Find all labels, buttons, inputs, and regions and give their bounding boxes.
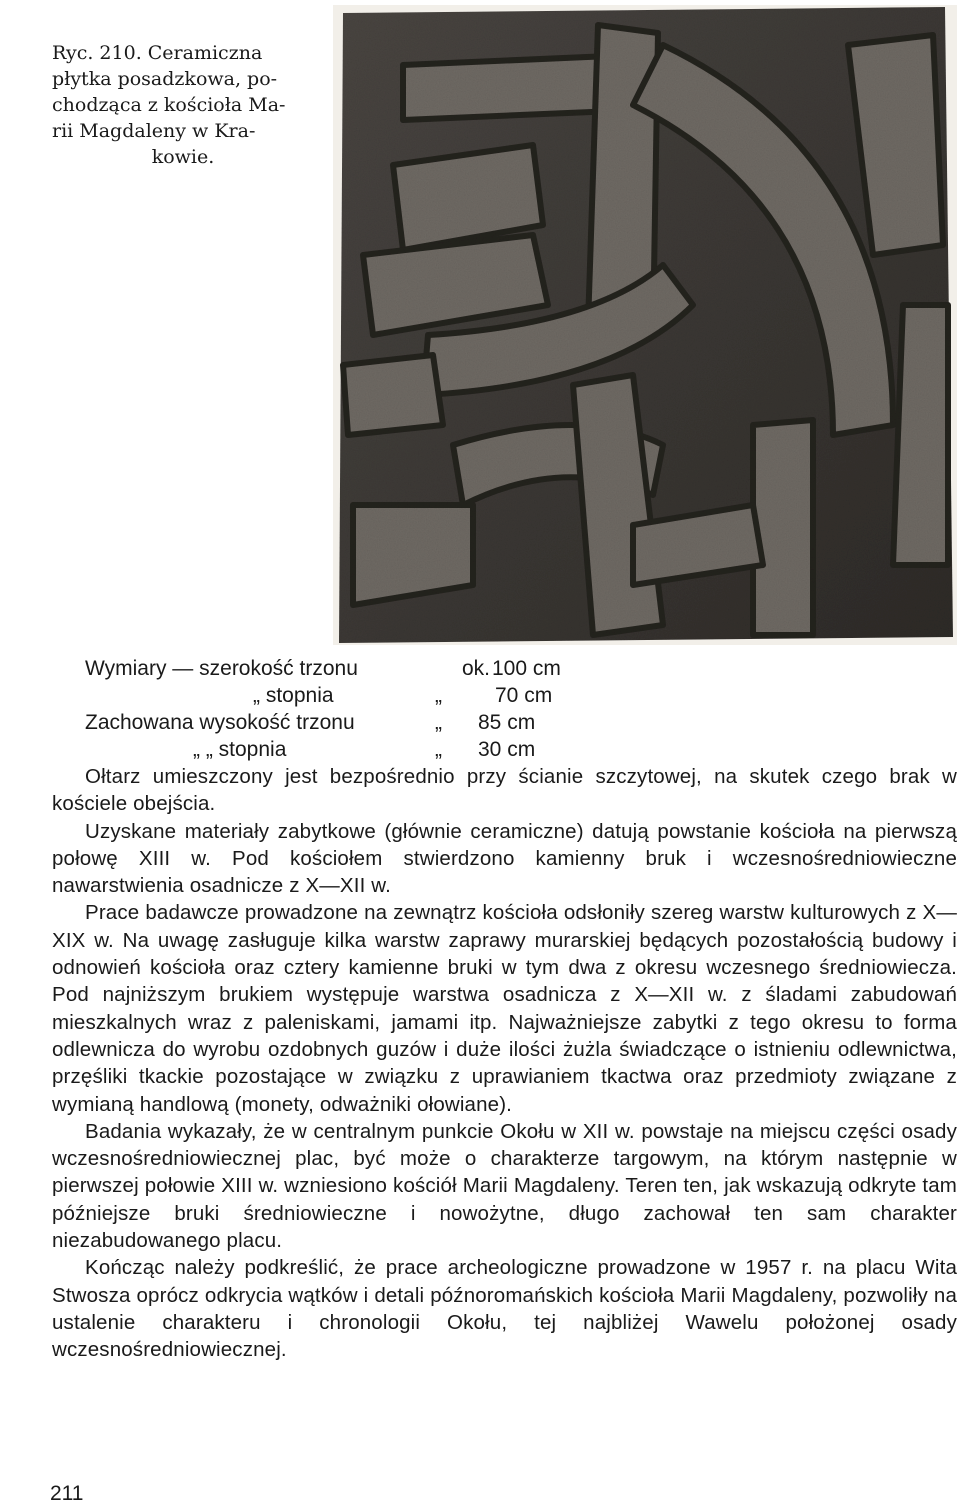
dimension-label: „ stopnia: [253, 684, 334, 707]
paragraph: Uzyskane materiały zabytkowe (głównie ceramiczne) datują powstanie kościoła na pierwszą połowę XIII w. Pod kościołem stwierdzono kamienny bruk i wczesnośredniowieczne nawarstwienia osadnicze z X—XII w.: [52, 819, 957, 898]
dimension-value: 70 cm: [495, 684, 553, 707]
figure-caption: [52, 40, 314, 170]
dimension-mark: „: [435, 711, 442, 734]
page-number: 211: [50, 1482, 84, 1505]
caption-line: chodząca z kościoła Ma-: [52, 94, 286, 116]
dimension-label: „ „ stopnia: [193, 738, 287, 761]
body-text: [52, 763, 957, 1364]
dimension-value: 100 cm: [492, 657, 561, 680]
paragraph: Prace badawcze prowadzone na zewnątrz kościoła odsłoniły szereg warstw kulturowych z X—XIX w. Na uwagę zasługuje kilka warstw zaprawy murarskiej będących pozostałością budowy i odnowień kościoła oraz cztery kamienne bruki w tym dwa z okresu wczesnego średniowiecza. Pod najniższym brukiem występuje warstwa osadnicza z X—XII w. z śladami zabudowań mieszkalnych wraz z paleniskami, jamami itp. Najważniejsze zabytki z tego okresu to forma odlewnicza do wyrobu ozdobnych guzów i duże ilości żużla świadczące o istnieniu odlewnictwa, przęśliki tkackie pozostające w związku z uprawianiem tkactwa oraz przedmioty związane z wymianą handlową (monety, odważniki ołowiane).: [52, 901, 957, 1116]
paragraph: Badania wykazały, że w centralnym punkcie Okołu w XII w. powstaje na miejscu części osady wczesnośredniowiecznej plac, być może o charakterze targowym, na którym następnie w pierwszej połowie XIII w. wzniesiono kościół Marii Magdaleny. Teren ten, jak wskazują odkryte tam późniejsze bruki średniowieczne i nowożytne, długo zachował ten sam charakter niezabudowanego placu.: [52, 1119, 957, 1253]
caption-line: kowie.: [151, 146, 215, 168]
dimension-value: 30 cm: [478, 738, 536, 761]
caption-line: płytka posadzkowa, po-: [52, 68, 278, 90]
paragraph: Ołtarz umieszczony jest bezpośrednio przy ścianie szczytowej, na skutek czego brak w kościele obejścia.: [52, 765, 957, 816]
ceramic-floor-tile-photo-icon: [333, 5, 957, 645]
caption-line: rii Magdaleny w Kra-: [52, 120, 256, 142]
dimension-label: Zachowana wysokość trzonu: [85, 711, 355, 734]
dimension-mark: „: [435, 738, 442, 761]
dimension-mark: „: [435, 684, 442, 707]
caption-line: Ryc. 210. Ceramiczna: [52, 42, 263, 64]
dimension-mark: ok.: [462, 657, 491, 680]
dimension-value: 85 cm: [478, 711, 536, 734]
dimension-label: Wymiary — szerokość trzonu: [85, 657, 358, 680]
tile-photograph: [333, 5, 957, 645]
paragraph: Kończąc należy podkreślić, że prace archeologiczne prowadzone w 1957 r. na placu Wita Stwosza oprócz odkrycia wątków i detali późnoromańskich kościoła Marii Magdaleny, pozwoliły na ustalenie charakteru i chronologii Okołu, tej najbliżej Wawelu położonej osady wczesnośredniowiecznej.: [52, 1256, 957, 1362]
